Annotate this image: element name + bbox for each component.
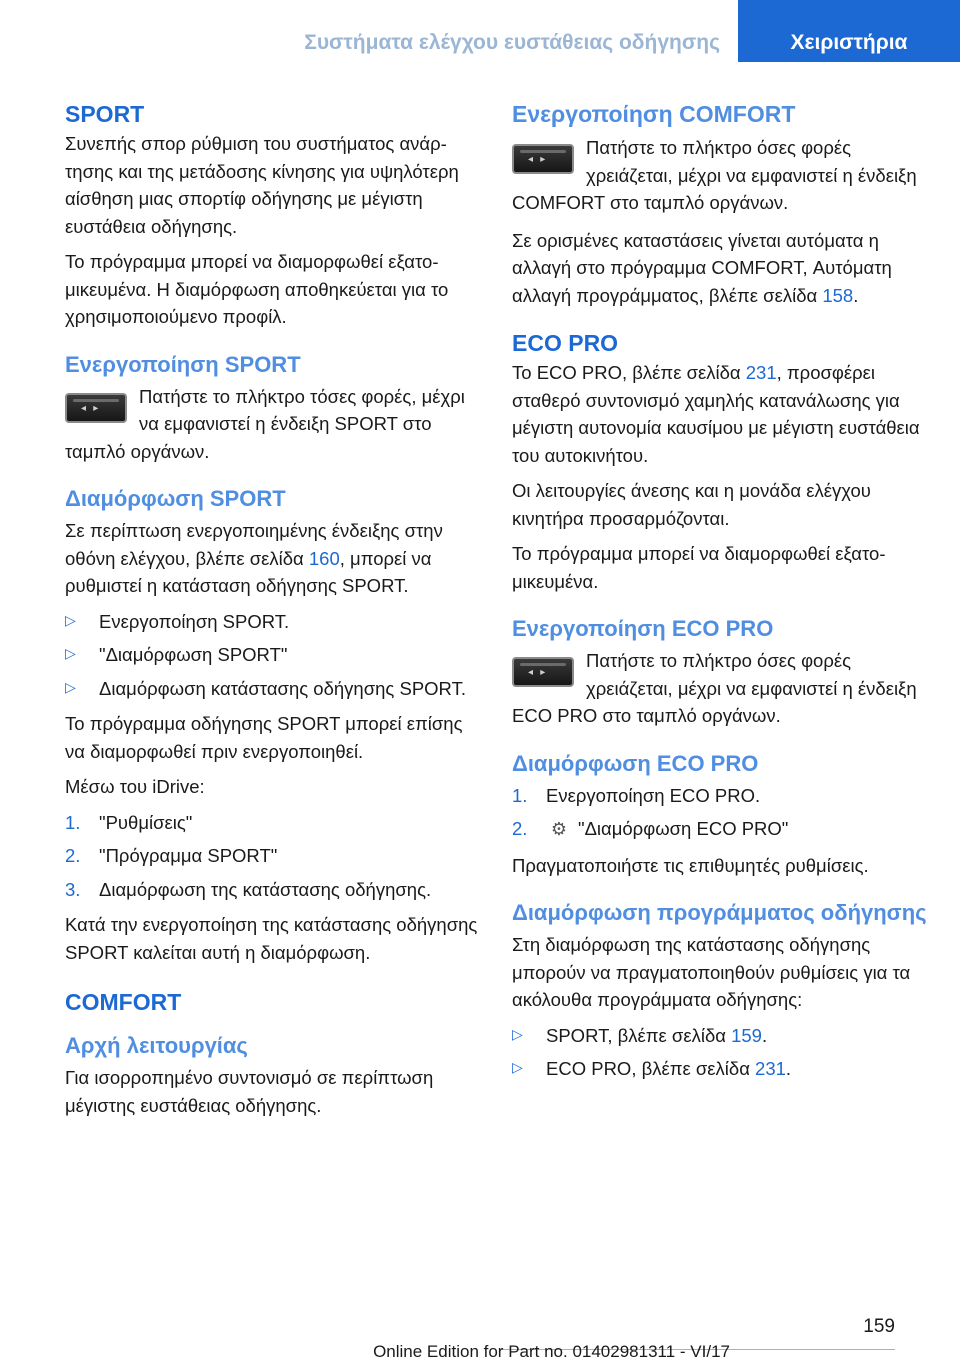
paragraph: Στη διαμόρφωση της κατάστασης οδήγησης μπορούν να πραγματοποιηθούν ρυθμίσεις για τα ακόλουθα προγράμματα οδήγησης: bbox=[512, 934, 911, 1010]
list-item: 1. "Ρυθμίσεις" bbox=[65, 811, 193, 833]
driving-mode-button-icon: ◂ ▸ bbox=[512, 144, 574, 174]
heading-configure-program: Διαμόρφωση προγράμματος οδήγησης bbox=[512, 900, 927, 925]
page-header bbox=[0, 0, 960, 62]
page-number: 159 bbox=[863, 1316, 895, 1337]
paragraph: Για ισορροπημένο συντονισμό σε περίπτωση μέγιστης ευστάθειας οδήγησης. bbox=[65, 1067, 434, 1116]
button-instruction bbox=[512, 134, 927, 217]
right-column bbox=[512, 98, 927, 1091]
paragraph: Το πρόγραμμα μπορεί να διαμορφωθεί εξατομικευμένα. bbox=[512, 543, 886, 592]
list-item: ▷ SPORT, βλέπε σελίδα 159. bbox=[512, 1022, 927, 1050]
triangle-bullet-icon: ▷ bbox=[512, 1060, 523, 1076]
heading-activate-sport: Ενεργοποίηση SPORT bbox=[65, 351, 301, 377]
paragraph: Συνεπής σπορ ρύθμιση του συστήματος ανάρτησης και της μετάδοσης κίνησης για υψηλότερη αίσθηση μιας σπορτίφ οδήγησης με μέγιστη ευστάθεια οδήγησης. bbox=[65, 133, 459, 237]
page-link[interactable]: 231 bbox=[755, 1058, 786, 1079]
paragraph: Το ECO PRO, βλέπε σελίδα 231, προσφέρει σταθερό συντονισμό χαμηλής κατανάλωσης για μέγιστη αυτονομία καυσίμου με μέγιστη ευστάθεια του αυτοκινήτου. bbox=[512, 362, 920, 466]
list-item: 2. "Πρόγραμμα SPORT" bbox=[65, 845, 278, 866]
button-instruction bbox=[65, 383, 480, 466]
paragraph: Σε ορισμένες καταστάσεις γίνεται αυτόματα η αλλαγή στο πρόγραμμα COMFORT, Αυτόματη αλλαγή προγράμματος, βλέπε σελίδα 158. bbox=[512, 229, 892, 306]
driving-mode-button-icon: ◂ ▸ bbox=[65, 393, 127, 423]
list-item: 2. ⚙ "Διαμόρφωση ECO PRO" bbox=[512, 815, 927, 844]
list-item: ▷ ECO PRO, βλέπε σελίδα 231. bbox=[512, 1055, 927, 1083]
page-link[interactable]: 231 bbox=[745, 362, 777, 383]
heading-comfort: COMFORT bbox=[65, 989, 182, 1015]
numbered-list bbox=[65, 809, 480, 904]
list-item: ▷ Ενεργοποίηση SPORT. bbox=[65, 608, 480, 636]
paragraph: Το πρόγραμμα οδήγησης SPORT μπορεί επίσης να διαμορφωθεί πριν ενεργοποιηθεί. bbox=[65, 713, 463, 762]
paragraph: Πατήστε το πλήκτρο όσες φορές χρειάζεται, μέχρι να εμφανιστεί η ένδειξη COMFORT στο ταμπλό οργάνων. bbox=[512, 137, 917, 213]
bullet-list bbox=[512, 1022, 927, 1083]
paragraph: Πατήστε το πλήκτρο τόσες φορές, μέχρι να εμφανιστεί η ένδειξη SPORT στο ταμπλό οργάνων. bbox=[65, 385, 465, 462]
numbered-list bbox=[512, 782, 927, 844]
paragraph: Σε περίπτωση ενεργοποιημένης ένδειξης στην οθόνη ελέγχου, βλέπε σελίδα 160, μπορεί να ρυθμιστεί η κατάσταση οδήγησης SPORT. bbox=[65, 520, 443, 596]
footer-edition: Online Edition for Part no. 01402981311 - VI/17 bbox=[373, 1342, 730, 1361]
left-column bbox=[65, 98, 480, 1127]
bullet-list bbox=[65, 608, 480, 703]
heading-activate-eco-pro: Ενεργοποίηση ECO PRO bbox=[512, 616, 774, 641]
page-link[interactable]: 160 bbox=[308, 547, 340, 569]
heading-configure-eco-pro: Διαμόρφωση ECO PRO bbox=[512, 750, 759, 776]
triangle-bullet-icon: ▷ bbox=[65, 646, 76, 662]
paragraph: Πραγματοποιήστε τις επιθυμητές ρυθμίσεις. bbox=[512, 854, 869, 876]
triangle-bullet-icon: ▷ bbox=[65, 679, 76, 696]
triangle-bullet-icon: ▷ bbox=[512, 1026, 523, 1043]
heading-sport: SPORT bbox=[65, 101, 145, 127]
heading-configure-sport: Διαμόρφωση SPORT bbox=[65, 486, 286, 511]
list-item: 3. Διαμόρφωση της κατάστασης οδήγησης. bbox=[65, 878, 432, 900]
button-instruction bbox=[512, 647, 927, 730]
header-chapter-tab[interactable]: Χειριστήρια bbox=[738, 0, 960, 62]
triangle-bullet-icon: ▷ bbox=[65, 612, 76, 629]
paragraph: Το πρόγραμμα μπορεί να διαμορφωθεί εξατομικευμένα. Η διαμόρφωση αποθηκεύεται για το χρησιμοποιούμενο προφίλ. bbox=[65, 251, 449, 327]
list-item: 1. Ενεργοποίηση ECO PRO. bbox=[512, 784, 761, 806]
list-item: ▷ Διαμόρφωση κατάστασης οδήγησης SPORT. bbox=[65, 675, 480, 703]
page-link[interactable]: 158 bbox=[822, 284, 854, 306]
heading-principle: Αρχή λειτουργίας bbox=[65, 1033, 248, 1058]
paragraph: Μέσω του iDrive: bbox=[65, 776, 205, 797]
gear-icon: ⚙ bbox=[550, 819, 568, 840]
paragraph: Οι λειτουργίες άνεσης και η μονάδα ελέγχου κινητήρα προσαρμόζονται. bbox=[512, 480, 871, 529]
page-link[interactable]: 159 bbox=[731, 1024, 762, 1046]
heading-eco-pro: ECO PRO bbox=[512, 330, 619, 356]
heading-activate-comfort: Ενεργοποίηση COMFORT bbox=[512, 101, 796, 127]
driving-mode-button-icon: ◂ ▸ bbox=[512, 657, 574, 687]
list-item: ▷ "Διαμόρφωση SPORT" bbox=[65, 641, 480, 669]
header-section-title: Συστήματα ελέγχου ευστάθειας οδήγησης bbox=[304, 31, 720, 54]
paragraph: Πατήστε το πλήκτρο όσες φορές χρειάζεται, μέχρι να εμφανιστεί η ένδειξη ECO PRO στο ταμπλό οργάνων. bbox=[512, 650, 917, 726]
paragraph: Κατά την ενεργοποίηση της κατάστασης οδήγησης SPORT καλείται αυτή η διαμόρφωση. bbox=[65, 914, 478, 963]
